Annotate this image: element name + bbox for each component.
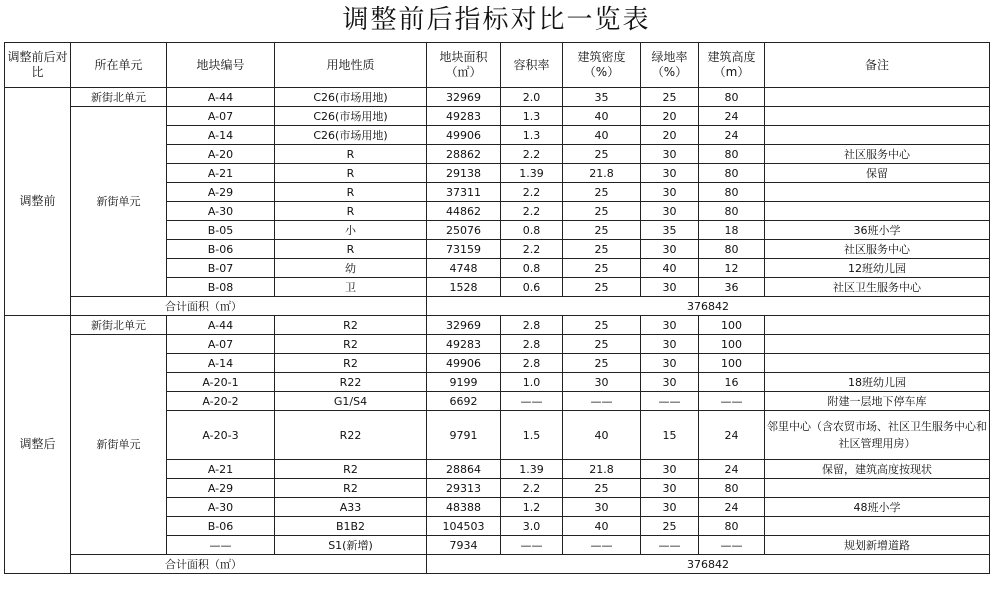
header-phase: 调整前后对比: [5, 43, 71, 88]
total-area-value: 376842: [427, 297, 990, 316]
area-cell: 37311: [427, 183, 501, 202]
use-cell: R2: [275, 335, 427, 354]
density-cell: 21.8: [563, 460, 641, 479]
plot-cell: A-20: [167, 145, 275, 164]
use-cell: R22: [275, 411, 427, 460]
height-cell: 80: [699, 183, 765, 202]
header-unit: 所在单元: [71, 43, 167, 88]
far-cell: 2.0: [501, 88, 563, 107]
density-cell: 25: [563, 145, 641, 164]
green-cell: 40: [641, 259, 699, 278]
density-cell: 25: [563, 202, 641, 221]
use-cell: R: [275, 164, 427, 183]
total-area-label: 合计面积（㎡）: [71, 555, 427, 574]
density-cell: 25: [563, 278, 641, 297]
note-cell: [765, 107, 990, 126]
far-cell: 2.8: [501, 316, 563, 335]
note-cell: 保留: [765, 164, 990, 183]
use-cell: R22: [275, 373, 427, 392]
density-cell: 25: [563, 335, 641, 354]
far-cell: 1.2: [501, 498, 563, 517]
green-cell: ——: [641, 392, 699, 411]
height-cell: 80: [699, 145, 765, 164]
height-cell: ——: [699, 536, 765, 555]
use-cell: C26(市场用地): [275, 126, 427, 145]
green-cell: 30: [641, 498, 699, 517]
green-cell: 30: [641, 202, 699, 221]
green-cell: 30: [641, 164, 699, 183]
area-cell: 48388: [427, 498, 501, 517]
height-cell: 100: [699, 354, 765, 373]
table-total-row: [5, 555, 990, 574]
note-cell: 社区服务中心: [765, 145, 990, 164]
density-cell: 40: [563, 411, 641, 460]
far-cell: 2.2: [501, 202, 563, 221]
far-cell: 2.8: [501, 354, 563, 373]
header-density: 建筑密度（%）: [563, 43, 641, 88]
note-cell: 规划新增道路: [765, 536, 990, 555]
area-cell: 28864: [427, 460, 501, 479]
use-cell: R: [275, 202, 427, 221]
table-row: [5, 335, 990, 354]
density-cell: 25: [563, 316, 641, 335]
far-cell: 2.2: [501, 479, 563, 498]
area-cell: 104503: [427, 517, 501, 536]
table-header-row: [5, 43, 990, 88]
note-cell: 附建一层地下停车库: [765, 392, 990, 411]
header-area: 地块面积（㎡）: [427, 43, 501, 88]
area-cell: 7934: [427, 536, 501, 555]
area-cell: 49906: [427, 126, 501, 145]
header-note: 备注: [765, 43, 990, 88]
note-cell: 48班小学: [765, 498, 990, 517]
area-cell: 25076: [427, 221, 501, 240]
green-cell: 30: [641, 183, 699, 202]
use-cell: R: [275, 145, 427, 164]
far-cell: 2.2: [501, 145, 563, 164]
density-cell: 40: [563, 126, 641, 145]
note-cell: 社区服务中心: [765, 240, 990, 259]
density-cell: 25: [563, 240, 641, 259]
use-cell: R: [275, 240, 427, 259]
use-cell: S1(新增): [275, 536, 427, 555]
height-cell: 24: [699, 107, 765, 126]
area-cell: 6692: [427, 392, 501, 411]
note-cell: [765, 88, 990, 107]
density-cell: 21.8: [563, 164, 641, 183]
plot-cell: A-14: [167, 354, 275, 373]
page-title: 调整前后指标对比一览表: [342, 5, 651, 35]
plot-cell: B-06: [167, 517, 275, 536]
note-cell: 36班小学: [765, 221, 990, 240]
area-cell: 4748: [427, 259, 501, 278]
use-cell: 卫: [275, 278, 427, 297]
far-cell: 1.3: [501, 107, 563, 126]
use-cell: 幼: [275, 259, 427, 278]
height-cell: 24: [699, 411, 765, 460]
green-cell: 30: [641, 145, 699, 164]
far-cell: 3.0: [501, 517, 563, 536]
note-cell: 18班幼儿园: [765, 373, 990, 392]
density-cell: 30: [563, 373, 641, 392]
height-cell: 100: [699, 335, 765, 354]
height-cell: 80: [699, 164, 765, 183]
density-cell: ——: [563, 536, 641, 555]
plot-cell: A-07: [167, 107, 275, 126]
use-cell: B1B2: [275, 517, 427, 536]
green-cell: 30: [641, 373, 699, 392]
use-cell: C26(市场用地): [275, 88, 427, 107]
plot-cell: A-30: [167, 202, 275, 221]
note-cell: [765, 183, 990, 202]
height-cell: 24: [699, 460, 765, 479]
note-cell: 保留，建筑高度按现状: [765, 460, 990, 479]
plot-cell: A-44: [167, 316, 275, 335]
density-cell: 30: [563, 498, 641, 517]
plot-cell: A-29: [167, 479, 275, 498]
height-cell: 80: [699, 88, 765, 107]
green-cell: 15: [641, 411, 699, 460]
indicator-comparison-table: [4, 42, 990, 574]
far-cell: 1.0: [501, 373, 563, 392]
plot-cell: A-29: [167, 183, 275, 202]
header-far: 容积率: [501, 43, 563, 88]
far-cell: 1.3: [501, 126, 563, 145]
area-cell: 9791: [427, 411, 501, 460]
plot-cell: ——: [167, 536, 275, 555]
far-cell: 2.2: [501, 183, 563, 202]
far-cell: 0.6: [501, 278, 563, 297]
height-cell: 100: [699, 316, 765, 335]
area-cell: 73159: [427, 240, 501, 259]
green-cell: 20: [641, 126, 699, 145]
far-cell: 2.8: [501, 335, 563, 354]
density-cell: 35: [563, 88, 641, 107]
height-cell: 80: [699, 240, 765, 259]
use-cell: G1/S4: [275, 392, 427, 411]
use-cell: 小: [275, 221, 427, 240]
table-row: [5, 88, 990, 107]
area-cell: 28862: [427, 145, 501, 164]
use-cell: R2: [275, 316, 427, 335]
green-cell: 30: [641, 278, 699, 297]
use-cell: R: [275, 183, 427, 202]
plot-cell: A-20-3: [167, 411, 275, 460]
green-cell: 30: [641, 354, 699, 373]
note-cell: [765, 479, 990, 498]
far-cell: 2.2: [501, 240, 563, 259]
unit-cell: 新街北单元: [71, 88, 167, 107]
phase-after-label: 调整后: [5, 316, 71, 574]
area-cell: 29138: [427, 164, 501, 183]
table-row: [5, 316, 990, 335]
note-cell: [765, 316, 990, 335]
area-cell: 1528: [427, 278, 501, 297]
total-area-value: 376842: [427, 555, 990, 574]
header-use: 用地性质: [275, 43, 427, 88]
area-cell: 9199: [427, 373, 501, 392]
plot-cell: A-21: [167, 460, 275, 479]
area-cell: 49283: [427, 107, 501, 126]
note-cell: [765, 517, 990, 536]
height-cell: 24: [699, 126, 765, 145]
height-cell: 80: [699, 202, 765, 221]
far-cell: ——: [501, 392, 563, 411]
plot-cell: A-44: [167, 88, 275, 107]
height-cell: 24: [699, 498, 765, 517]
far-cell: 1.39: [501, 460, 563, 479]
area-cell: 49283: [427, 335, 501, 354]
area-cell: 32969: [427, 316, 501, 335]
header-height: 建筑高度（m）: [699, 43, 765, 88]
table-row: [5, 107, 990, 126]
unit-cell: 新街单元: [71, 335, 167, 555]
density-cell: ——: [563, 392, 641, 411]
note-cell: [765, 354, 990, 373]
green-cell: 25: [641, 517, 699, 536]
height-cell: 80: [699, 517, 765, 536]
plot-cell: B-07: [167, 259, 275, 278]
green-cell: 30: [641, 316, 699, 335]
green-cell: ——: [641, 536, 699, 555]
use-cell: R2: [275, 354, 427, 373]
note-cell: 邻里中心（含农贸市场、社区卫生服务中心和社区管理用房）: [765, 411, 990, 460]
plot-cell: B-06: [167, 240, 275, 259]
far-cell: 1.39: [501, 164, 563, 183]
table-total-row: [5, 297, 990, 316]
green-cell: 20: [641, 107, 699, 126]
density-cell: 40: [563, 517, 641, 536]
plot-cell: A-21: [167, 164, 275, 183]
plot-cell: B-05: [167, 221, 275, 240]
plot-cell: B-08: [167, 278, 275, 297]
plot-cell: A-07: [167, 335, 275, 354]
total-area-label: 合计面积（㎡）: [71, 297, 427, 316]
height-cell: 16: [699, 373, 765, 392]
unit-cell: 新街单元: [71, 107, 167, 297]
height-cell: 18: [699, 221, 765, 240]
header-green: 绿地率（%）: [641, 43, 699, 88]
density-cell: 25: [563, 221, 641, 240]
green-cell: 30: [641, 460, 699, 479]
unit-cell: 新街北单元: [71, 316, 167, 335]
note-cell: [765, 126, 990, 145]
green-cell: 35: [641, 221, 699, 240]
density-cell: 25: [563, 479, 641, 498]
phase-before-label: 调整前: [5, 88, 71, 316]
plot-cell: A-30: [167, 498, 275, 517]
far-cell: ——: [501, 536, 563, 555]
area-cell: 32969: [427, 88, 501, 107]
height-cell: 80: [699, 479, 765, 498]
plot-cell: A-20-1: [167, 373, 275, 392]
density-cell: 25: [563, 183, 641, 202]
green-cell: 30: [641, 240, 699, 259]
note-cell: [765, 335, 990, 354]
header-plot: 地块编号: [167, 43, 275, 88]
density-cell: 25: [563, 259, 641, 278]
area-cell: 29313: [427, 479, 501, 498]
height-cell: 12: [699, 259, 765, 278]
green-cell: 30: [641, 335, 699, 354]
use-cell: R2: [275, 460, 427, 479]
density-cell: 25: [563, 354, 641, 373]
note-cell: 12班幼儿园: [765, 259, 990, 278]
far-cell: 0.8: [501, 221, 563, 240]
area-cell: 44862: [427, 202, 501, 221]
green-cell: 30: [641, 479, 699, 498]
use-cell: C26(市场用地): [275, 107, 427, 126]
plot-cell: A-14: [167, 126, 275, 145]
use-cell: R2: [275, 479, 427, 498]
note-cell: 社区卫生服务中心: [765, 278, 990, 297]
area-cell: 49906: [427, 354, 501, 373]
height-cell: 36: [699, 278, 765, 297]
plot-cell: A-20-2: [167, 392, 275, 411]
note-cell: [765, 202, 990, 221]
far-cell: 0.8: [501, 259, 563, 278]
height-cell: ——: [699, 392, 765, 411]
far-cell: 1.5: [501, 411, 563, 460]
density-cell: 40: [563, 107, 641, 126]
use-cell: A33: [275, 498, 427, 517]
green-cell: 25: [641, 88, 699, 107]
